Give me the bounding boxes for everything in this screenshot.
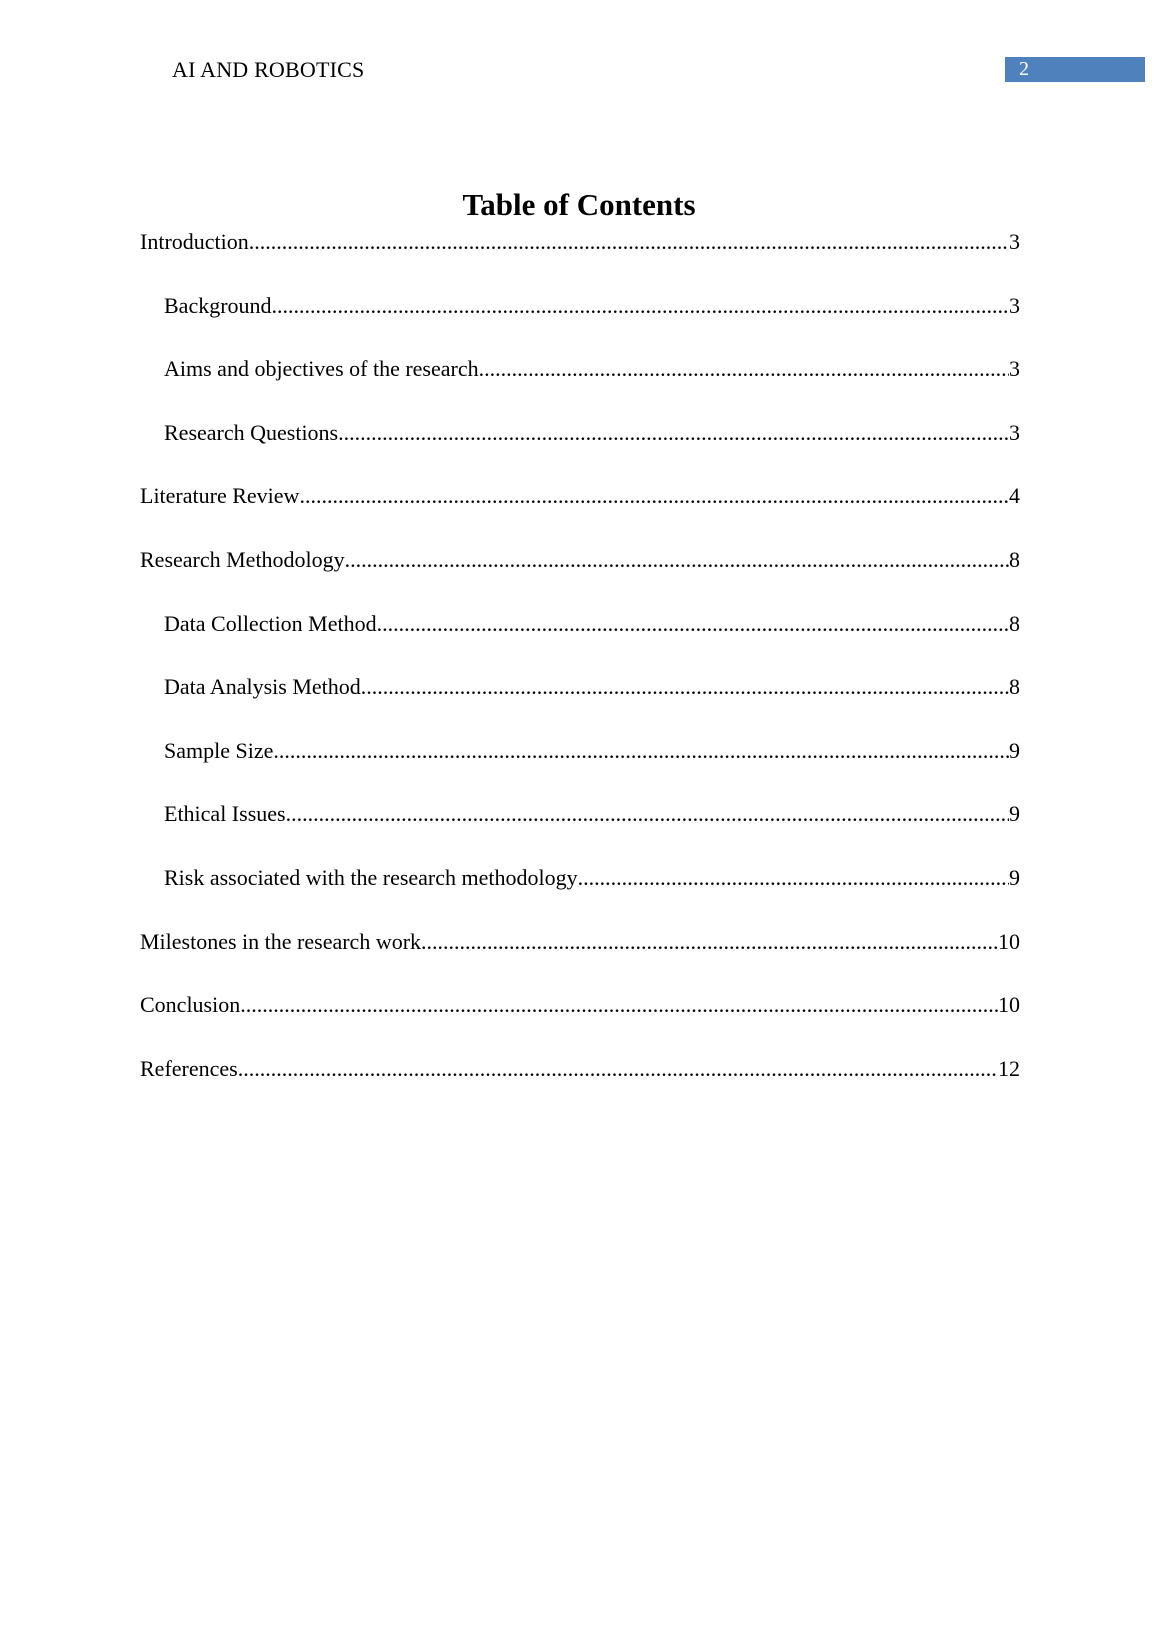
toc-entry-page: 3 [1009, 356, 1020, 382]
toc-entry-milestones[interactable] [140, 928, 1020, 992]
toc-dot-leader [273, 737, 1009, 765]
running-header-title: AI AND ROBOTICS [172, 57, 365, 82]
toc-entry-label: Ethical Issues [164, 801, 286, 827]
toc-entry-label: Sample Size [164, 737, 274, 763]
toc-entry-background[interactable] [140, 292, 1020, 356]
toc-entry-conclusion[interactable] [140, 991, 1020, 1055]
toc-entry-data-analysis-method[interactable] [140, 673, 1020, 737]
toc-entry-page: 10 [998, 992, 1020, 1018]
toc-entry-label: Conclusion [140, 992, 241, 1018]
toc-dot-leader [272, 292, 1009, 320]
toc-dot-leader [377, 610, 1009, 638]
toc-dot-leader [338, 419, 1009, 447]
toc-entry-label: Research Methodology [140, 546, 345, 572]
toc-entry-page: 3 [1009, 292, 1020, 318]
toc-dot-leader [578, 864, 1009, 892]
toc-entry-label: Background [164, 292, 272, 318]
toc-entry-page: 3 [1009, 229, 1020, 254]
toc-dot-leader [238, 1055, 998, 1083]
toc-entry-page: 9 [1009, 864, 1020, 890]
toc-dot-leader [240, 991, 998, 1019]
toc-entry-introduction[interactable] [140, 228, 1020, 292]
toc-entry-ethical-issues[interactable] [140, 800, 1020, 864]
toc-entry-page: 9 [1009, 801, 1020, 827]
toc-dot-leader [286, 800, 1009, 828]
toc-entry-data-collection-method[interactable] [140, 610, 1020, 674]
toc-entry-label: Milestones in the research work [140, 928, 422, 954]
toc-entry-label: Introduction [140, 229, 249, 254]
page-number-badge: 2 [1005, 57, 1145, 82]
toc-entry-page: 12 [998, 1055, 1020, 1081]
toc-entry-page: 4 [1009, 483, 1020, 509]
toc-entry-sample-size[interactable] [140, 737, 1020, 801]
toc-dot-leader [299, 482, 1009, 510]
toc-dot-leader [421, 928, 998, 956]
toc-entry-page: 9 [1009, 737, 1020, 763]
toc-dot-leader [361, 673, 1009, 701]
toc-dot-leader [345, 546, 1009, 574]
toc-entry-label: Risk associated with the research methodology [164, 864, 578, 890]
toc-dot-leader [479, 355, 1009, 383]
toc-entry-label: Aims and objectives of the research [164, 356, 479, 382]
toc-entry-label: Data Collection Method [164, 610, 377, 636]
toc-entry-research-methodology[interactable] [140, 546, 1020, 610]
toc-entry-literature-review[interactable] [140, 482, 1020, 546]
toc-entry-references[interactable] [140, 1055, 1020, 1119]
toc-heading: Table of Contents [462, 187, 696, 222]
toc-entry-label: Data Analysis Method [164, 674, 361, 700]
toc-entry-page: 8 [1009, 546, 1020, 572]
toc-entry-label: References [140, 1055, 238, 1081]
toc-entry-label: Research Questions [164, 419, 339, 445]
toc-entry-page: 10 [998, 928, 1020, 954]
toc-entry-page: 8 [1009, 610, 1020, 636]
toc-entry-risk-research-methodology[interactable] [140, 864, 1020, 928]
toc-entry-page: 8 [1009, 674, 1020, 700]
toc-entry-research-questions[interactable] [140, 419, 1020, 483]
toc-list [140, 228, 1020, 1118]
toc-dot-leader [249, 228, 1009, 256]
toc-entry-aims-and-objectives[interactable] [140, 355, 1020, 419]
toc-entry-page: 3 [1009, 419, 1020, 445]
toc-entry-label: Literature Review [140, 483, 300, 509]
